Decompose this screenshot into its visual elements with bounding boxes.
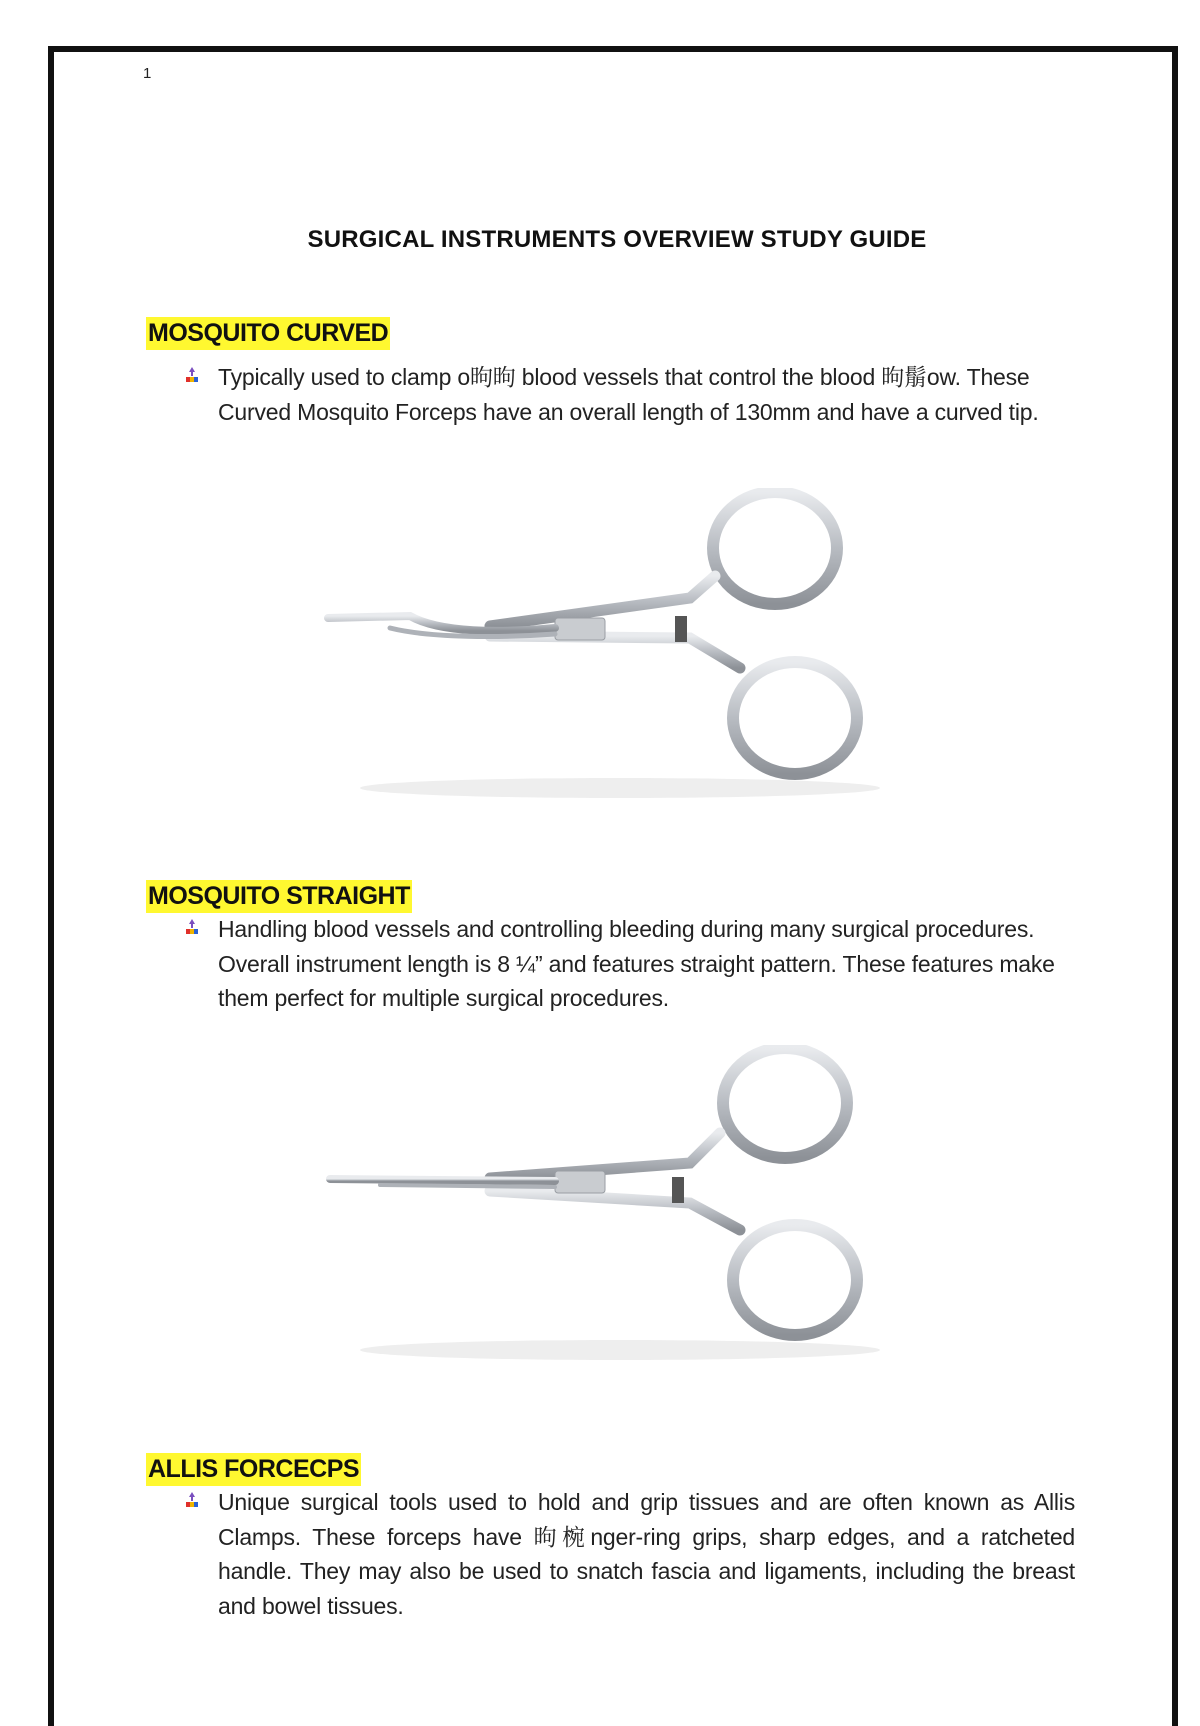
section-heading-allis-forceps: ALLIS FORCECPS bbox=[146, 1453, 361, 1486]
section-bullet-allis-forceps bbox=[185, 1485, 1075, 1623]
curved-mosquito-forceps-image bbox=[320, 488, 900, 808]
section-text-mosquito-curved: Typically used to clamp o昫昫 blood vessels that control the blood 昫鬅ow. These Curved Mosquito Forceps have an overall length of 130mm and have a curved tip. bbox=[218, 364, 1039, 425]
section-text-allis-forceps: Unique surgical tools used to hold and grip tissues and are often known as Allis Clamps. These forceps have 昫椀nger-ring grips, sharp edges, and a ratcheted handle. They may also be used to snatch fascia and ligaments, including the breast and bowel tissues. bbox=[218, 1489, 1075, 1619]
section-text-mosquito-straight: Handling blood vessels and controlling bleeding during many surgical procedures. Overall instrument length is 8 ¼” and features straight pattern. These features make them perfect for multiple surgical procedures. bbox=[218, 916, 1055, 1011]
arrow-bullet-icon bbox=[185, 366, 199, 384]
document-title: SURGICAL INSTRUMENTS OVERVIEW STUDY GUIDE bbox=[307, 226, 927, 253]
arrow-bullet-icon bbox=[185, 1491, 199, 1509]
section-bullet-mosquito-curved bbox=[185, 360, 1075, 429]
straight-mosquito-forceps-image bbox=[320, 1045, 900, 1365]
section-bullet-mosquito-straight bbox=[185, 912, 1075, 1016]
section-heading-mosquito-straight: MOSQUITO STRAIGHT bbox=[146, 880, 412, 913]
arrow-bullet-icon bbox=[185, 918, 199, 936]
section-heading-mosquito-curved: MOSQUITO CURVED bbox=[146, 317, 390, 350]
page-number: 1 bbox=[143, 65, 152, 82]
